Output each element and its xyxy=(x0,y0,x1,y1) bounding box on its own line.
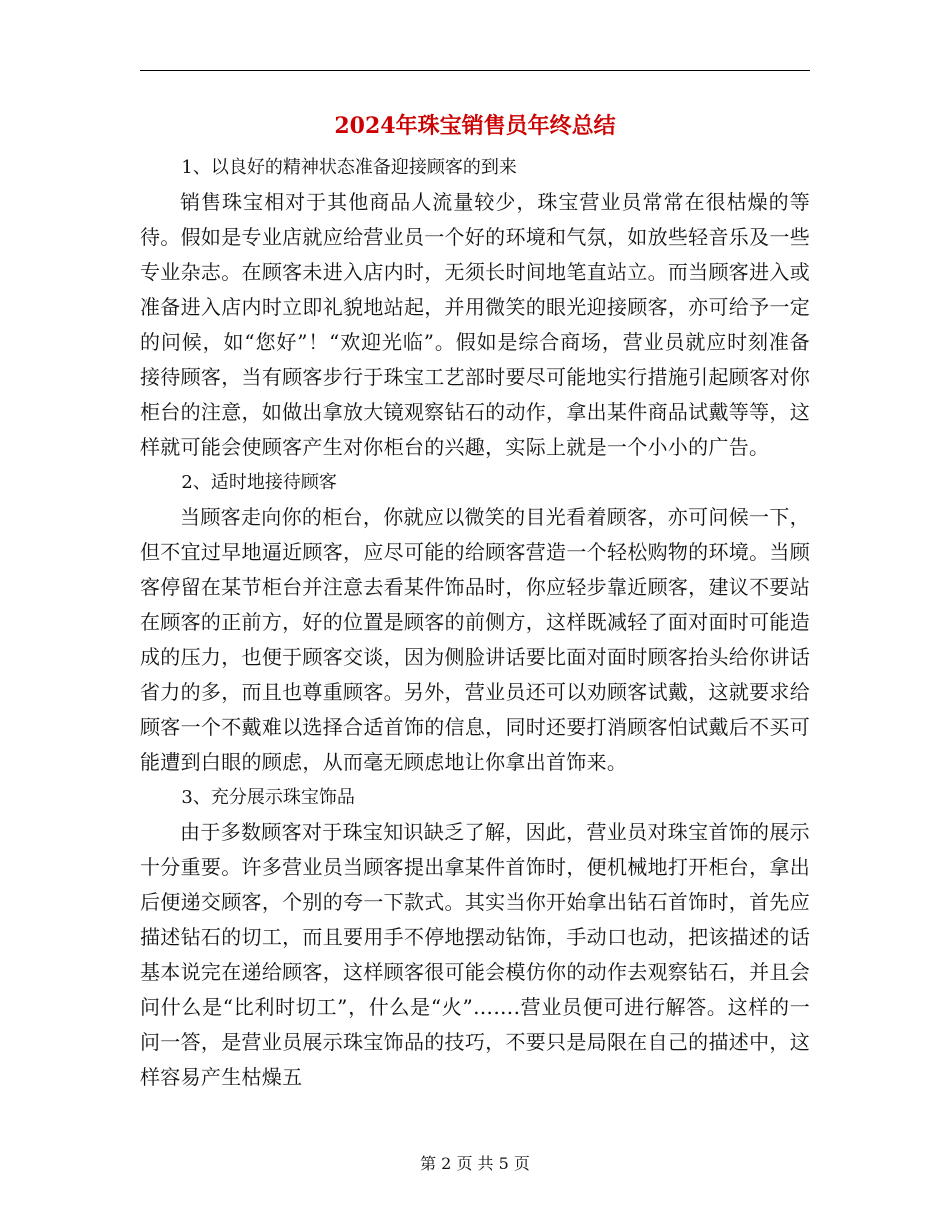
document-title: 2024年珠宝销售员年终总结 xyxy=(334,113,616,139)
section-paragraph-3: 由于多数顾客对于珠宝知识缺乏了解，因此，营业员对珠宝首饰的展示十分重要。许多营业员当顾客提出拿某件首饰时，便机械地打开柜台，拿出后便递交顾客，个别的夸一下款式。其实当你开始拿出钻石首饰时，首先应描述钻石的切工，而且要用手不停地摆动钻饰，手动口也动，把该描述的话基本说完在递给顾客，这样顾客很可能会模仿你的动作去观察钻石，并且会问什么是“比利时切工”，什么是“火”…….营业员便可进行解答。这样的一问一答，是营业员展示珠宝饰品的技巧，不要只是局限在自己的描述中，这样容易产生枯燥五 xyxy=(140,820,810,1089)
section-heading-3: 3、充分展示珠宝饰品 xyxy=(181,787,355,808)
section-heading-2: 2、适时地接待顾客 xyxy=(181,472,337,493)
page-number-footer: 第 2 页 共 5 页 xyxy=(420,1154,530,1173)
header-rule xyxy=(140,70,810,71)
section-paragraph-1: 销售珠宝相对于其他商品人流量较少，珠宝营业员常常在很枯燥的等待。假如是专业店就应给营业员一个好的环境和气氛，如放些轻音乐及一些专业杂志。在顾客未进入店内时，无须长时间地笔直站立。而当顾客进入或准备进入店内时立即礼貌地站起，并用微笑的眼光迎接顾客，亦可给予一定的问候，如“您好”！“欢迎光临”。假如是综合商场，营业员就应时刻准备接待顾客，当有顾客步行于珠宝工艺部时要尽可能地实行措施引起顾客对你柜台的注意，如做出拿放大镜观察钻石的动作，拿出某件商品试戴等等，这样就可能会使顾客产生对你柜台的兴趣，实际上就是一个小小的广告。 xyxy=(140,190,810,459)
section-heading-1: 1、以良好的精神状态准备迎接顾客的到来 xyxy=(181,157,517,178)
section-paragraph-2: 当顾客走向你的柜台，你就应以微笑的目光看着顾客，亦可问候一下，但不宜过早地逼近顾客，应尽可能的给顾客营造一个轻松购物的环境。当顾客停留在某节柜台并注意去看某件饰品时，你应轻步靠近顾客，建议不要站在顾客的正前方，好的位置是顾客的前侧方，这样既减轻了面对面时可能造成的压力，也便于顾客交谈，因为侧脸讲话要比面对面时顾客抬头给你讲话省力的多，而且也尊重顾客。另外，营业员还可以劝顾客试戴，这就要求给顾客一个不戴难以选择合适首饰的信息，同时还要打消顾客怕试戴后不买可能遭到白眼的顾虑，从而毫无顾虑地让你拿出首饰来。 xyxy=(140,505,810,774)
document-body xyxy=(140,150,810,1095)
